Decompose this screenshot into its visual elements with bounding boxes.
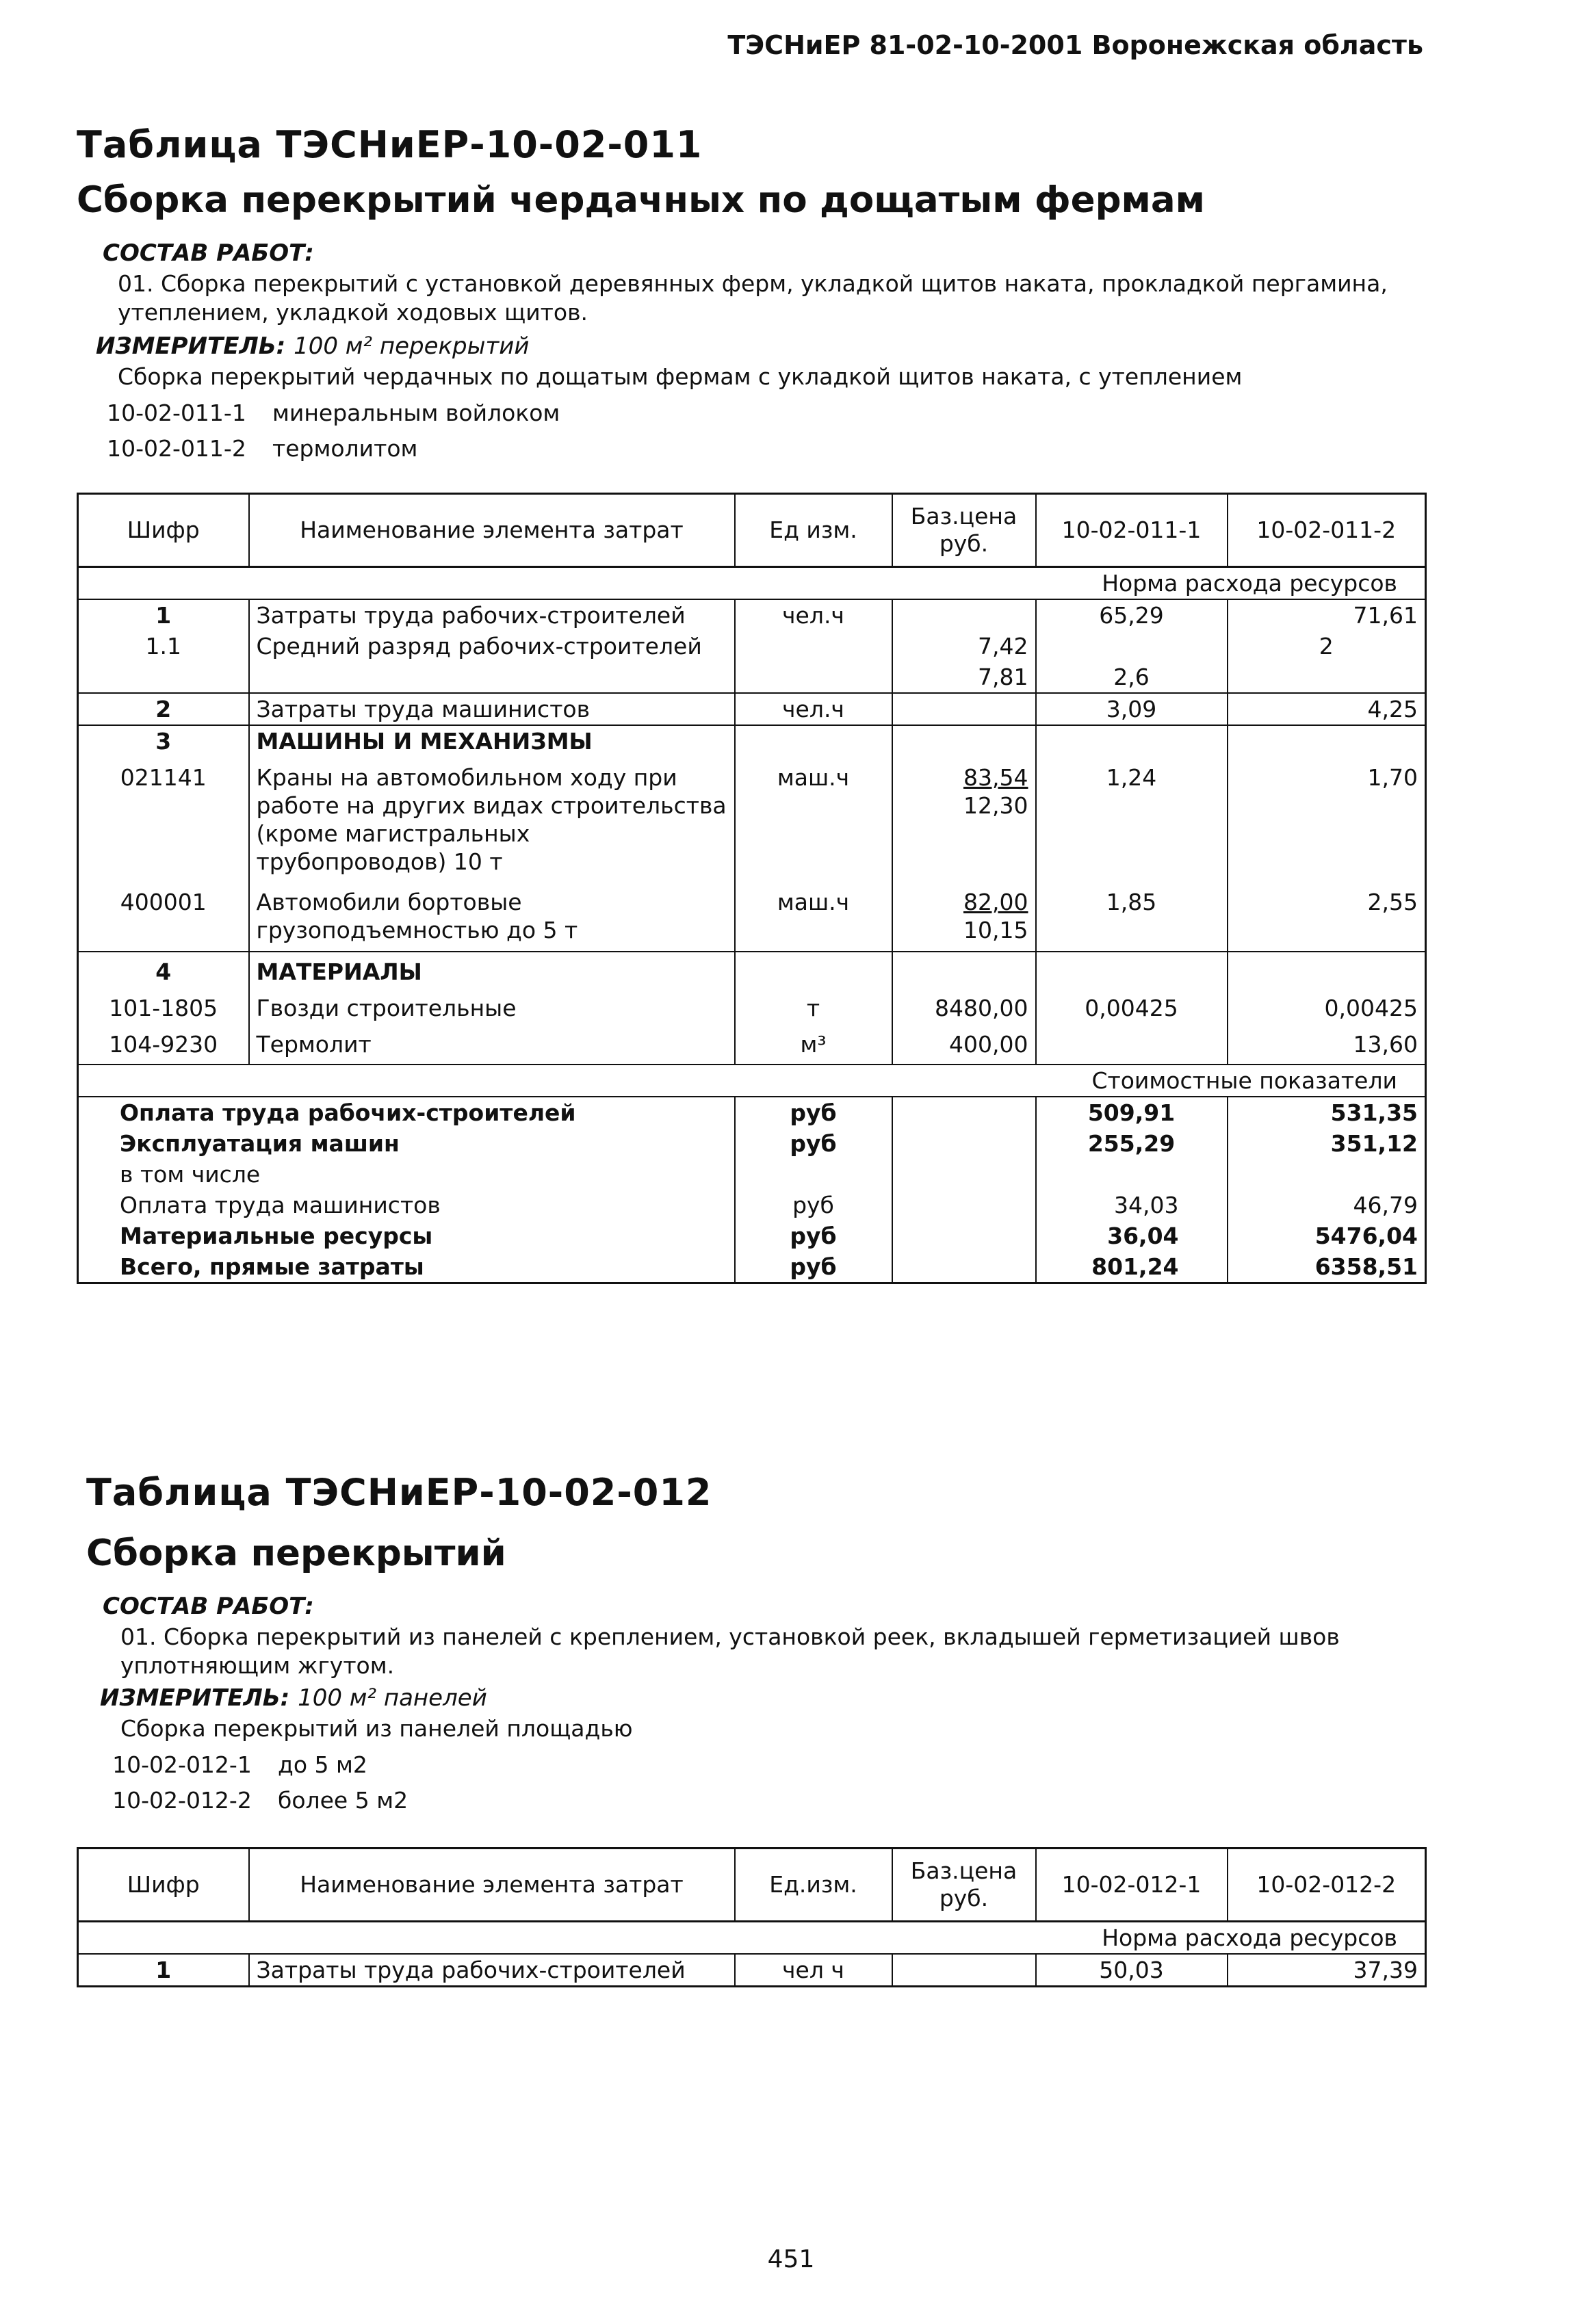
cost-v1: [1036, 1159, 1228, 1190]
norm-header: Норма расхода ресурсов: [78, 1922, 1426, 1955]
table-row: [78, 693, 1426, 725]
cell-code: 1: [78, 1954, 249, 1987]
col-header: Шифр: [78, 494, 249, 567]
cell-name: Гвозди строительные: [249, 987, 735, 1023]
cell-unit: [735, 631, 892, 662]
cell-code: [78, 662, 249, 693]
cell-price: [892, 757, 1036, 887]
price-value: 83,54: [963, 764, 1028, 791]
cost-name: Оплата труда рабочих-строителей: [78, 1097, 735, 1128]
price-value: 82,00: [963, 889, 1028, 915]
cost-v2: 351,12: [1228, 1128, 1426, 1159]
cost-row: [78, 1251, 1426, 1283]
table1-resources: [77, 493, 1427, 1284]
cell-name: МАШИНЫ И МЕХАНИЗМЫ: [249, 725, 735, 757]
cost-unit: руб: [735, 1251, 892, 1283]
table1-works-label: СОСТАВ РАБОТ:: [103, 239, 314, 267]
cell-v2: 13,60: [1228, 1023, 1426, 1065]
cell-v1: [1036, 1023, 1228, 1065]
table1-meter: [96, 332, 529, 360]
cell-name: [249, 662, 735, 693]
cell-v2: 71,61: [1228, 599, 1426, 631]
table-row: [78, 662, 1426, 693]
cell-name: Автомобили бортовые грузоподъемностью до 5 т: [249, 887, 735, 952]
code-text: минеральным войлоком: [272, 400, 560, 426]
table2-title: Таблица ТЭСНиЕР-10-02-012: [86, 1471, 712, 1514]
cost-row: [78, 1097, 1426, 1128]
cost-v2: 531,35: [1228, 1097, 1426, 1128]
col-header: Ед.изм.: [735, 1849, 892, 1922]
cost-v2: 6358,51: [1228, 1251, 1426, 1283]
col-header: 10-02-011-1: [1036, 494, 1228, 567]
code-id: 10-02-012-1: [112, 1751, 252, 1778]
table2-code-line: [86, 1787, 408, 1814]
table-row: [78, 599, 1426, 631]
code-id: 10-02-011-1: [107, 400, 246, 426]
cost-v1: 34,03: [1036, 1190, 1228, 1220]
cost-name: в том числе: [78, 1159, 735, 1190]
table-row: [78, 757, 1426, 887]
cell-v1: 1,85: [1036, 887, 1228, 952]
table2-meter-value: 100 м² панелей: [298, 1684, 487, 1712]
cost-unit: руб: [735, 1220, 892, 1251]
cell-code: 4: [78, 952, 249, 987]
table1-title: Таблица ТЭСНиЕР-10-02-011: [77, 123, 703, 166]
table-row: [78, 631, 1426, 662]
cost-v1: 801,24: [1036, 1251, 1228, 1283]
cell-v2: 1,70: [1228, 757, 1426, 887]
cell-price: [892, 725, 1036, 757]
code-id: 10-02-011-2: [107, 435, 246, 462]
table1-meter-label: ИЗМЕРИТЕЛЬ:: [96, 332, 286, 360]
cost-price: [892, 1190, 1036, 1220]
cell-name: МАТЕРИАЛЫ: [249, 952, 735, 987]
cell-unit: т: [735, 987, 892, 1023]
code-text: до 5 м2: [278, 1751, 367, 1778]
table1-description: Сборка перекрытий чердачных по дощатым фермам с укладкой щитов наката, с утеплением: [118, 363, 1243, 390]
code-id: 10-02-012-2: [112, 1787, 252, 1814]
table1-works-text: 01. Сборка перекрытий с установкой деревянных ферм, укладкой щитов наката, прокладкой пергамина, утеплением, укладкой ходовых щитов.: [118, 270, 1388, 326]
cell-v2: 0,00425: [1228, 987, 1426, 1023]
cell-unit: [735, 952, 892, 987]
col-header: Наименование элемента затрат: [249, 494, 735, 567]
cell-code: 3: [78, 725, 249, 757]
table-header-row: [78, 1849, 1426, 1922]
cell-price: [892, 887, 1036, 952]
cost-price: [892, 1128, 1036, 1159]
table-row: [78, 887, 1426, 952]
cell-unit: чел ч: [735, 1954, 892, 1987]
cell-code: 400001: [78, 887, 249, 952]
cell-v2: [1228, 952, 1426, 987]
cell-v1: 50,03: [1036, 1954, 1228, 1987]
code-text: более 5 м2: [278, 1787, 409, 1814]
col-header: Баз.цена руб.: [892, 1849, 1036, 1922]
cost-v1: 509,91: [1036, 1097, 1228, 1128]
table-row: [78, 987, 1426, 1023]
col-header: Шифр: [78, 1849, 249, 1922]
cost-v2: 46,79: [1228, 1190, 1426, 1220]
cost-unit: руб: [735, 1190, 892, 1220]
price-value-2: 12,30: [963, 792, 1028, 819]
cell-unit: маш.ч: [735, 757, 892, 887]
cell-unit: м³: [735, 1023, 892, 1065]
cost-row: [78, 1190, 1426, 1220]
cell-v1: [1036, 725, 1228, 757]
table1-subtitle: Сборка перекрытий чердачных по дощатым фермам: [77, 179, 1205, 221]
cost-v2: [1228, 1159, 1426, 1190]
cell-v2: [1228, 662, 1426, 693]
price-value-2: 10,15: [963, 917, 1028, 943]
table-row: [78, 952, 1426, 987]
norm-header-row: [78, 1922, 1426, 1955]
col-header: Наименование элемента затрат: [249, 1849, 735, 1922]
cost-name: Эксплуатация машин: [78, 1128, 735, 1159]
running-header: ТЭСНиЕР 81-02-10-2001 Воронежская область: [727, 30, 1423, 60]
cost-header: Стоимостные показатели: [78, 1065, 1426, 1097]
cost-price: [892, 1159, 1036, 1190]
cost-v2: 5476,04: [1228, 1220, 1426, 1251]
norm-header-row: [78, 567, 1426, 600]
cell-unit: [735, 725, 892, 757]
cost-name: Всего, прямые затраты: [78, 1251, 735, 1283]
cost-price: [892, 1097, 1036, 1128]
cell-name: Затраты труда машинистов: [249, 693, 735, 725]
col-header: 10-02-012-2: [1228, 1849, 1426, 1922]
table1-meter-value: 100 м² перекрытий: [294, 332, 530, 360]
col-header: 10-02-012-1: [1036, 1849, 1228, 1922]
cost-price: [892, 1220, 1036, 1251]
cost-row: [78, 1128, 1426, 1159]
col-header: Баз.цена руб.: [892, 494, 1036, 567]
cost-unit: руб: [735, 1097, 892, 1128]
cost-row: [78, 1220, 1426, 1251]
cost-header-row: [78, 1065, 1426, 1097]
cell-code: 2: [78, 693, 249, 725]
cost-v1: 36,04: [1036, 1220, 1228, 1251]
col-header: 10-02-011-2: [1228, 494, 1426, 567]
cost-name: Материальные ресурсы: [78, 1220, 735, 1251]
cost-unit: руб: [735, 1128, 892, 1159]
table2-description: Сборка перекрытий из панелей площадью: [120, 1715, 633, 1742]
cost-unit: [735, 1159, 892, 1190]
cell-name: Затраты труда рабочих-строителей: [249, 599, 735, 631]
cell-code: 1: [78, 599, 249, 631]
cell-v1: 2,6: [1036, 662, 1228, 693]
table-header-row: [78, 494, 1426, 567]
cell-price: 7,81: [892, 662, 1036, 693]
cell-unit: [735, 662, 892, 693]
cell-unit: чел.ч: [735, 693, 892, 725]
cell-price: 8480,00: [892, 987, 1036, 1023]
cost-price: [892, 1251, 1036, 1283]
table-row: [78, 725, 1426, 757]
cost-v1: 255,29: [1036, 1128, 1228, 1159]
table-row: [78, 1023, 1426, 1065]
table2-meter: [100, 1684, 487, 1712]
cell-price: 7,42: [892, 631, 1036, 662]
table1-code-line: [81, 400, 560, 426]
table2-works-text: 01. Сборка перекрытий из панелей с креплением, установкой реек, вкладышей герметизацией швов уплотняющим жгутом.: [120, 1623, 1340, 1679]
cell-name: Средний разряд рабочих-строителей: [249, 631, 735, 662]
table2-resources: [77, 1847, 1427, 1987]
cell-v1: 1,24: [1036, 757, 1228, 887]
cell-unit: чел.ч: [735, 599, 892, 631]
cell-price: [892, 1954, 1036, 1987]
cell-name: Термолит: [249, 1023, 735, 1065]
cell-v2: 4,25: [1228, 693, 1426, 725]
cost-name: Оплата труда машинистов: [78, 1190, 735, 1220]
table2-meter-label: ИЗМЕРИТЕЛЬ:: [100, 1684, 290, 1712]
cell-v1: [1036, 952, 1228, 987]
cell-price: 400,00: [892, 1023, 1036, 1065]
table-row: [78, 1954, 1426, 1987]
cell-v2: [1228, 725, 1426, 757]
cell-price: [892, 952, 1036, 987]
cell-code: 021141: [78, 757, 249, 887]
cell-v1: 3,09: [1036, 693, 1228, 725]
cell-unit: маш.ч: [735, 887, 892, 952]
cost-row: [78, 1159, 1426, 1190]
cell-v1: [1036, 631, 1228, 662]
cell-name: Краны на автомобильном ходу при работе на других видах строительства (кроме магистральных трубопроводов) 10 т: [249, 757, 735, 887]
table2-code-line: [86, 1751, 367, 1778]
code-text: термолитом: [272, 435, 418, 462]
cell-code: 1.1: [78, 631, 249, 662]
cell-price: [892, 693, 1036, 725]
cell-name: Затраты труда рабочих-строителей: [249, 1954, 735, 1987]
cell-price: [892, 599, 1036, 631]
cell-code: 104-9230: [78, 1023, 249, 1065]
cell-v2: 2,55: [1228, 887, 1426, 952]
table1-code-line: [81, 435, 417, 462]
cell-code: 101-1805: [78, 987, 249, 1023]
cell-v2: 2: [1228, 631, 1426, 662]
table2-subtitle: Сборка перекрытий: [86, 1532, 506, 1574]
table2-works-label: СОСТАВ РАБОТ:: [103, 1593, 314, 1620]
cell-v1: 0,00425: [1036, 987, 1228, 1023]
page-number: 451: [767, 2245, 815, 2273]
norm-header: Норма расхода ресурсов: [78, 567, 1426, 600]
cell-v1: 65,29: [1036, 599, 1228, 631]
col-header: Ед изм.: [735, 494, 892, 567]
cell-v2: 37,39: [1228, 1954, 1426, 1987]
